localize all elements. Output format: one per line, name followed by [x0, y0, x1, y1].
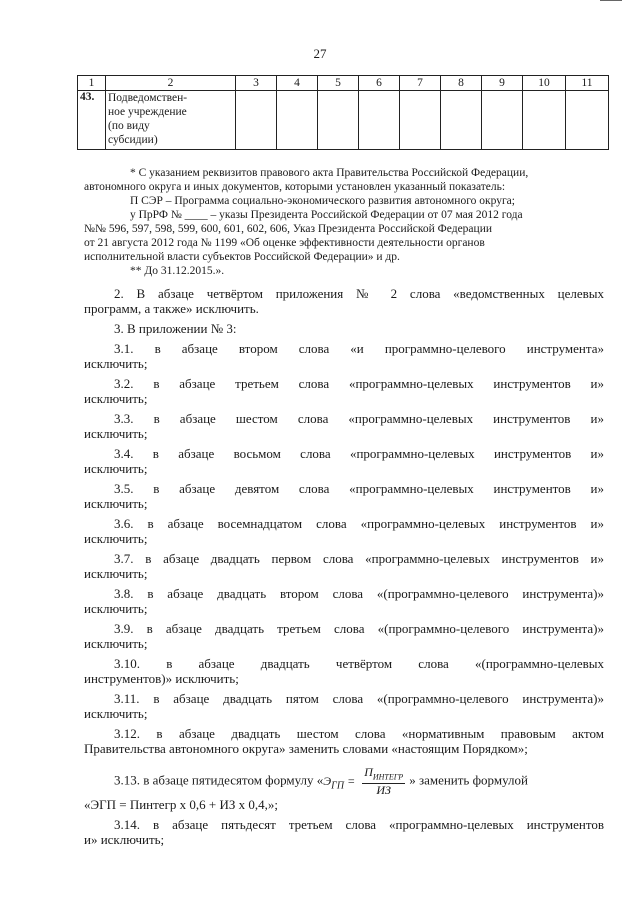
- amendment-line: исключить;: [84, 636, 148, 651]
- amendment-line: исключить;: [84, 426, 148, 441]
- amendment-line: 3.9. в абзаце двадцать третьем слова «(программно-целевого инструмента)»: [114, 621, 604, 636]
- amendment-item: [84, 321, 604, 336]
- amendment-line: Правительства автономного округа» заменить словами «настоящим Порядком»;: [84, 741, 528, 756]
- table-cell: [359, 91, 400, 150]
- table-cell: [400, 91, 441, 150]
- amendment-line: 3.7. в абзаце двадцать первом слова «программно-целевых инструментов и»: [114, 551, 604, 566]
- table-cell: [523, 91, 566, 150]
- column-header: 9: [482, 76, 523, 91]
- column-header: 1: [78, 76, 106, 91]
- formula-eq: =: [344, 773, 359, 788]
- footnote-line: исполнительной власти субъектов Российской Федерации» и др.: [84, 251, 400, 263]
- amendment-line: 3.4. в абзаце восьмом слова «программно-целевых инструментов и»: [114, 446, 604, 461]
- amendment-line: 3.8. в абзаце двадцать втором слова «(программно-целевого инструмента)»: [114, 586, 604, 601]
- amendment-line: 3. В приложении № 3:: [114, 321, 237, 336]
- table-header-row: [78, 76, 609, 91]
- amendment-item: [84, 621, 604, 651]
- column-header: 7: [400, 76, 441, 91]
- row-name-line: ное учреждение: [108, 106, 187, 118]
- amendment-line: исключить;: [84, 461, 148, 476]
- formula-fraction: [362, 766, 405, 797]
- amendment-line: 3.10. в абзаце двадцать четвёртом слова «(программно-целевых: [114, 656, 604, 671]
- amendment-item: [84, 656, 604, 686]
- table-cell: [482, 91, 523, 150]
- table-cell: [318, 91, 359, 150]
- column-header: 5: [318, 76, 359, 91]
- amendment-line: исключить;: [84, 356, 148, 371]
- amendment-line: исключить;: [84, 531, 148, 546]
- formula-item: [84, 766, 604, 812]
- column-header: 4: [277, 76, 318, 91]
- footnote-line: от 21 августа 2012 года № 1199 «Об оценке эффективности деятельности органов: [84, 237, 485, 249]
- amendment-line: программ, а также» исключить.: [84, 301, 259, 316]
- column-header: 3: [236, 76, 277, 91]
- amendment-line: 3.12. в абзаце двадцать шестом слова «нормативным правовым актом: [114, 726, 604, 741]
- amendment-line: 3.5. в абзаце девятом слова «программно-целевых инструментов и»: [114, 481, 604, 496]
- amendment-line: исключить;: [84, 601, 148, 616]
- footnote-line: автономного округа и иных документов, которыми установлен указанный показатель:: [84, 181, 506, 193]
- table-cell: [566, 91, 609, 150]
- formula-suffix: » заменить формулой: [409, 772, 528, 788]
- amendment-line: 3.11. в абзаце двадцать пятом слова «(программно-целевого инструмента)»: [114, 691, 604, 706]
- formula-line2: «ЭГП = Пинтегр х 0,6 + ИЗ х 0,4,»;: [84, 797, 278, 813]
- footnote-line: П СЭР – Программа социально-экономического развития автономного округа;: [130, 195, 515, 207]
- amendment-line: исключить;: [84, 391, 148, 406]
- amendment-line: 3.1. в абзаце втором слова «и программно-целевого инструмента»: [114, 341, 604, 356]
- table-cell: [441, 91, 482, 150]
- column-header: 8: [441, 76, 482, 91]
- amendment-line: 3.6. в абзаце восемнадцатом слова «программно-целевых инструментов и»: [114, 516, 604, 531]
- amendment-line: 2. В абзаце четвёртом приложения № 2 слова «ведомственных целевых: [114, 286, 604, 301]
- formula-prefix: 3.13. в абзаце пятидесятом формулу «: [114, 772, 324, 788]
- formula-numerator: [362, 766, 405, 784]
- amendment-item: [84, 551, 604, 581]
- formula-lhs: [323, 773, 359, 792]
- column-header: 11: [566, 76, 609, 91]
- footnote-line: №№ 596, 597, 598, 599, 600, 601, 602, 606, Указ Президента Российской Федерации: [84, 223, 492, 235]
- amendment-item: [84, 817, 604, 847]
- amendment-line: исключить;: [84, 706, 148, 721]
- amendment-line: инструментов)» исключить;: [84, 671, 239, 686]
- amendment-item: [84, 726, 604, 756]
- amendment-item: [84, 411, 604, 441]
- amendments-text: [84, 286, 604, 852]
- column-header: 2: [106, 76, 236, 91]
- formula-lhs-sub: ГП: [331, 780, 345, 792]
- amendment-item: [84, 341, 604, 371]
- numerator-symbol: П: [364, 765, 373, 779]
- page-number: 27: [313, 46, 327, 61]
- amendment-item: [84, 446, 604, 476]
- row-name-line: Подведомствен-: [108, 92, 188, 104]
- numerator-sub: ИНТЕГР: [372, 772, 404, 782]
- amendment-line: 3.3. в абзаце шестом слова «программно-целевых инструментов и»: [114, 411, 604, 426]
- scan-edge-mark: [600, 0, 622, 1]
- table-cell: [236, 91, 277, 150]
- table-row: [78, 91, 609, 150]
- indicator-table: [77, 75, 609, 150]
- formula-lhs-symbol: Э: [323, 773, 332, 788]
- amendment-item: [84, 376, 604, 406]
- column-header: 10: [523, 76, 566, 91]
- amendment-item: [84, 286, 604, 316]
- column-header: 6: [359, 76, 400, 91]
- row-name-line: субсидии): [108, 134, 158, 146]
- amendment-line: исключить;: [84, 566, 148, 581]
- amendment-item: [84, 516, 604, 546]
- footnote-line: ** До 31.12.2015.».: [130, 265, 225, 277]
- amendment-line: исключить;: [84, 496, 148, 511]
- footnote-line: * С указанием реквизитов правового акта Правительства Российской Федерации,: [130, 167, 529, 179]
- footnote-line: у ПрРФ № ____ – указы Президента Российской Федерации от 07 мая 2012 года: [130, 209, 523, 221]
- amendment-line: и» исключить;: [84, 832, 165, 848]
- formula-denominator: ИЗ: [376, 783, 391, 798]
- amendment-line: 3.14. в абзаце пятьдесят третьем слова «программно-целевых инструментов: [114, 817, 604, 833]
- amendment-line: 3.2. в абзаце третьем слова «программно-целевых инструментов и»: [114, 376, 604, 391]
- table-cell: [277, 91, 318, 150]
- amendment-item: [84, 481, 604, 511]
- row-number: 43.: [78, 91, 106, 150]
- row-name-line: (по виду: [108, 120, 150, 132]
- amendment-item: [84, 691, 604, 721]
- footnotes: [84, 166, 608, 278]
- amendment-item: [84, 586, 604, 616]
- row-name: [106, 91, 236, 150]
